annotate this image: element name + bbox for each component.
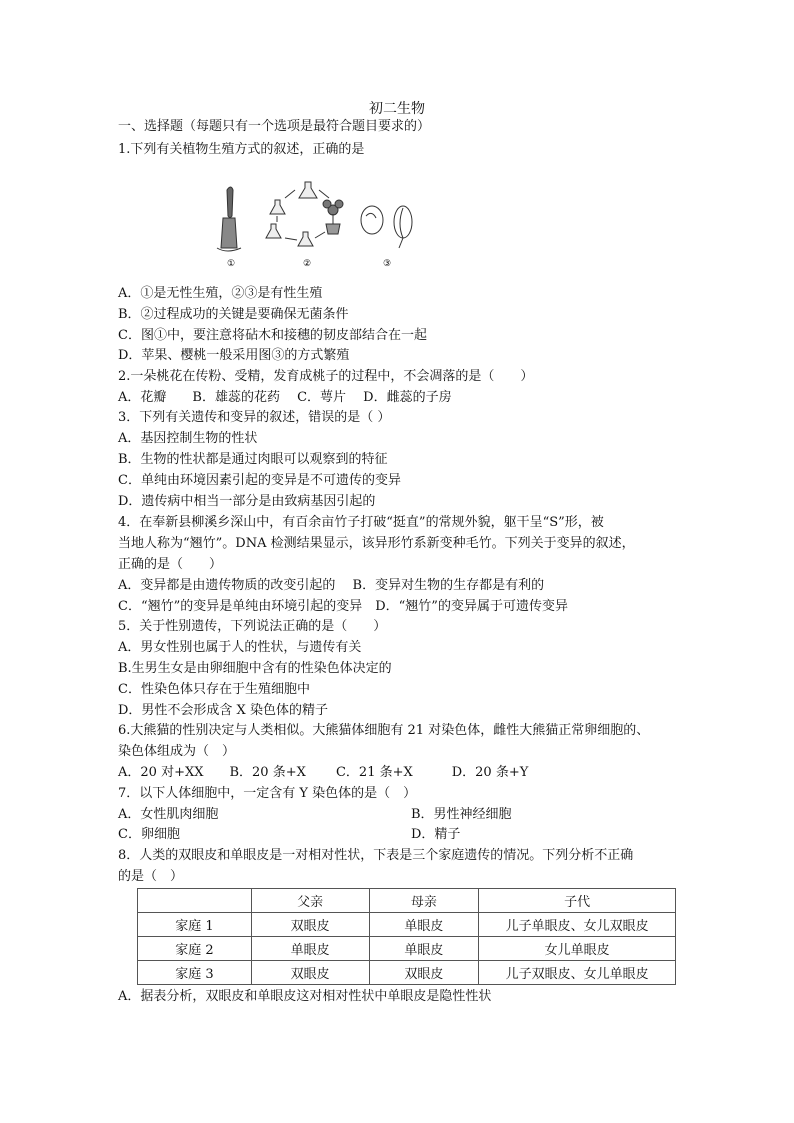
figure-label-3: ③ — [383, 259, 392, 269]
table-row — [138, 937, 676, 961]
question-1-option-a: A．①是无性生殖，②③是有性生殖 — [118, 286, 323, 301]
question-3-option-a: A．基因控制生物的性状 — [118, 431, 258, 446]
question-7-option-d: D．精子 — [411, 827, 461, 842]
question-4-stem-line-1: 4．在奉新县柳溪乡深山中，有百余亩竹子打破“挺直”的常规外貌，躯干呈“S”形，被 — [118, 515, 604, 530]
table-cell: 家庭 2 — [138, 937, 252, 961]
question-5-option-d: D．男性不会形成含 X 染色体的精子 — [118, 703, 328, 718]
question-3-stem: 3．下列有关遗传和变异的叙述，错误的是（ ） — [118, 410, 391, 425]
question-7-option-c: C．卵细胞 — [118, 827, 180, 842]
question-8-stem-line-1: 8．人类的双眼皮和单眼皮是一对相对性状，下表是三个家庭遗传的情况。下列分析不正确 — [118, 848, 634, 863]
question-2-options: A．花瓣 B．雄蕊的花药 C．萼片 D．雌蕊的子房 — [118, 390, 452, 405]
table-header-row — [138, 889, 676, 913]
question-4-stem-line-3: 正确的是（ ） — [118, 557, 223, 572]
question-5-option-c: C．性染色体只存在于生殖细胞中 — [118, 682, 310, 697]
table-cell: 双眼皮 — [251, 961, 369, 985]
question-7-options-row-2 — [118, 825, 461, 845]
tissue-culture-drawing — [266, 182, 343, 246]
question-7-options-row-1 — [118, 805, 512, 825]
question-3-option-d: D．遗传病中相当一部分是由致病基因引起的 — [118, 494, 376, 509]
table-cell: 双眼皮 — [251, 913, 369, 937]
question-4-options-ab: A．变异都是由遗传物质的改变引起的 B．变异对生物的生存都是有利的 — [118, 578, 545, 593]
table-cell: 单眼皮 — [369, 913, 479, 937]
figure-label-1: ① — [227, 259, 236, 269]
section-heading: 一、选择题（每题只有一个选项是最符合题目要求的） — [118, 119, 431, 134]
question-3-option-b: B．生物的性状都是通过肉眼可以观察到的特征 — [118, 452, 388, 467]
table-cell: 女儿单眼皮 — [479, 937, 676, 961]
family-inheritance-table — [137, 888, 676, 985]
table-cell: 家庭 1 — [138, 913, 252, 937]
table-row — [138, 913, 676, 937]
question-1-option-d: D．苹果、樱桃一般采用图③的方式繁殖 — [118, 348, 350, 363]
question-8-stem-line-2: 的是（ ） — [118, 869, 184, 884]
table-cell: 单眼皮 — [369, 937, 479, 961]
table-cell: 双眼皮 — [369, 961, 479, 985]
table-header-cell: 子代 — [479, 889, 676, 913]
seed-drawing — [361, 206, 412, 248]
table-header-cell — [138, 889, 252, 913]
figure-label-2: ② — [303, 259, 312, 269]
question-4-stem-line-2: 当地人称为“翘竹”。DNA 检测结果显示，该异形竹系新变种毛竹。下列关于变异的叙述， — [118, 536, 635, 551]
question-2-stem: 2.一朵桃花在传粉、受精，发育成桃子的过程中，不会凋落的是（ ） — [118, 369, 534, 384]
question-6-stem-line-1: 6.大熊猫的性别决定与人类相似。大熊猫体细胞有 21 对染色体，雌性大熊猫正常卵细胞的、 — [118, 723, 650, 738]
question-5-option-a: A．男女性别也属于人的性状，与遗传有关 — [118, 640, 362, 655]
question-3-option-c: C．单纯由环境因素引起的变异是不可遗传的变异 — [118, 473, 401, 488]
question-4-options-cd: C．“翘竹”的变异是单纯由环境引起的变异 D．“翘竹”的变异属于可遗传变异 — [118, 599, 568, 614]
question-7-option-b: B．男性神经细胞 — [411, 807, 512, 822]
table-cell: 家庭 3 — [138, 961, 252, 985]
table-cell: 儿子双眼皮、女儿单眼皮 — [479, 961, 676, 985]
question-1-stem: 1.下列有关植物生殖方式的叙述，正确的是 — [118, 142, 365, 157]
question-7-option-a: A．女性肌肉细胞 — [118, 807, 219, 822]
question-5-option-b: B.生男生女是由卵细胞中含有的性染色体决定的 — [118, 661, 392, 676]
question-8-option-a: A．据表分析，双眼皮和单眼皮这对相对性状中单眼皮是隐性性状 — [118, 989, 492, 1004]
question-6-stem-line-2: 染色体组成为（ ） — [118, 744, 236, 759]
question-5-stem: 5．关于性别遗传，下列说法正确的是（ ） — [118, 619, 387, 634]
question-1-option-c: C．图①中，要注意将砧木和接穗的韧皮部结合在一起 — [118, 328, 427, 343]
grafting-drawing — [217, 187, 241, 251]
table-cell: 儿子单眼皮、女儿双眼皮 — [479, 913, 676, 937]
question-6-options: A．20 对+XX B．20 条+X C．21 条+X D．20 条+Y — [118, 765, 529, 780]
page-title: 初二生物 — [369, 101, 425, 117]
plant-reproduction-figure — [205, 178, 425, 270]
question-1-option-b: B．②过程成功的关键是要确保无菌条件 — [118, 307, 349, 322]
table-header-cell: 父亲 — [251, 889, 369, 913]
table-cell: 单眼皮 — [251, 937, 369, 961]
table-header-cell: 母亲 — [369, 889, 479, 913]
table-row — [138, 961, 676, 985]
question-7-stem: 7．以下人体细胞中，一定含有 Y 染色体的是（ ） — [118, 786, 417, 801]
